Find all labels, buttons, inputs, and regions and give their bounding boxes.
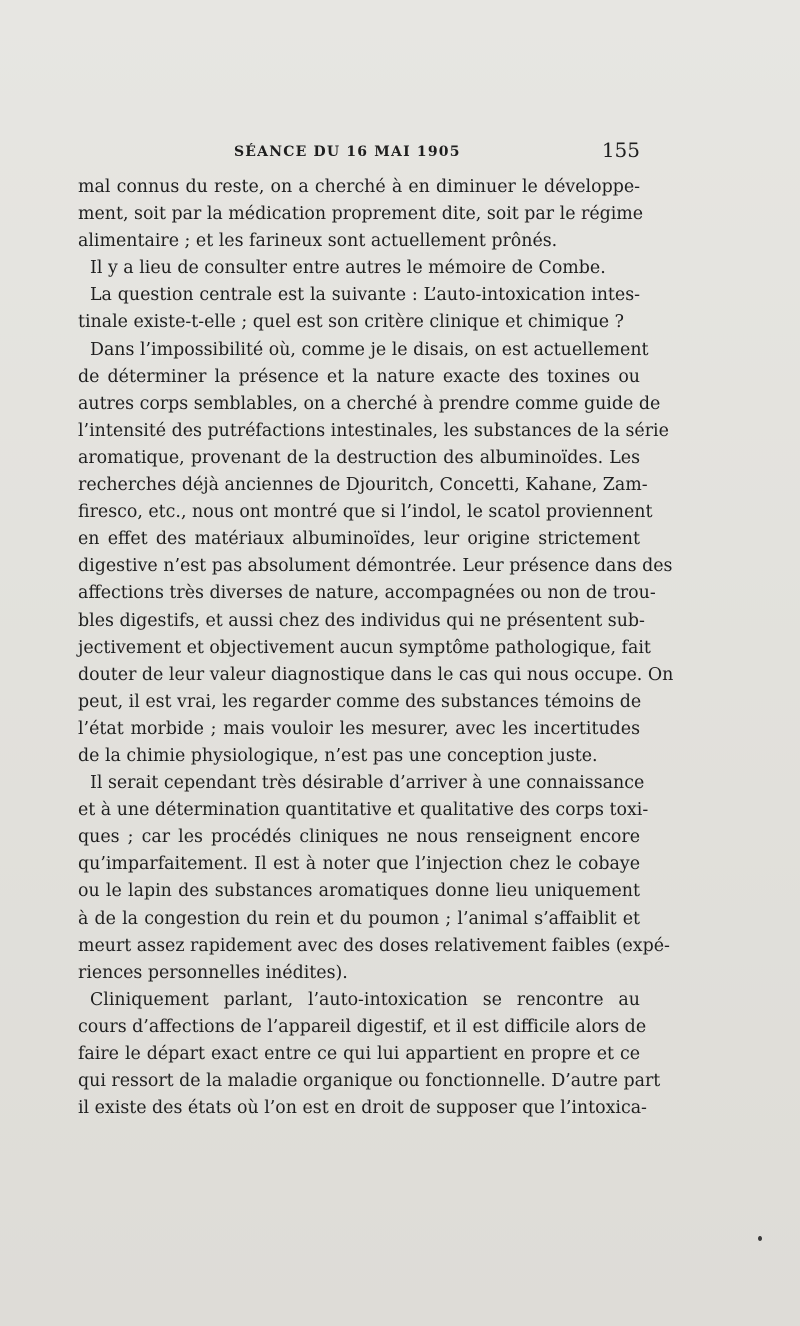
text-line: recherches déjà anciennes de Djouritch, Concetti, Kahane, Zam- — [78, 475, 648, 496]
text-line: l’état morbide ; mais vouloir les mesurer, avec les incertitudes — [78, 718, 640, 739]
text-line: riences personnelles inédites). — [78, 962, 348, 983]
text-line: à de la congestion du rein et du poumon ; l’animal s’affaiblit et — [78, 908, 640, 929]
text-line: La question centrale est la suivante : L’auto-intoxication intes- — [90, 285, 640, 306]
text-line: tinale existe-t-elle ; quel est son critère clinique et chimique ? — [78, 312, 624, 333]
text-line: firesco, etc., nous ont montré que si l’indol, le scatol proviennent — [78, 502, 653, 523]
text-line: il existe des états où l’on est en droit de supposer que l’intoxica- — [78, 1098, 647, 1119]
text-line: faire le départ exact entre ce qui lui appartient en propre et ce — [78, 1044, 640, 1064]
text-line: bles digestifs, et aussi chez des individus qui ne présentent sub- — [78, 610, 645, 631]
text-line: ques ; car les procédés cliniques ne nous renseignent encore — [78, 827, 640, 848]
text-line: Il y a lieu de consulter entre autres le mémoire de Combe. — [90, 258, 606, 279]
text-line: qu’imparfaitement. Il est à noter que l’injection chez le cobaye — [78, 854, 640, 875]
body-text — [78, 174, 674, 1122]
text-line: en effet des matériaux albuminoïdes, leur origine strictement — [78, 529, 640, 550]
text-line: peut, il est vrai, les regarder comme des substances témoins de — [78, 691, 642, 712]
text-line: autres corps semblables, on a cherché à prendre comme guide de — [78, 393, 661, 414]
text-line: digestive n’est pas absolument démontrée. Leur présence dans des — [78, 556, 673, 577]
text-line: Cliniquement parlant, l’auto-intoxication se rencontre au — [90, 989, 640, 1010]
text-line: Il serait cependant très désirable d’arriver à une connaissance — [90, 773, 645, 794]
text-line: douter de leur valeur diagnostique dans le cas qui nous occupe. On — [78, 664, 674, 685]
text-line: de la chimie physiologique, n’est pas une conception juste. — [78, 745, 598, 766]
running-header — [78, 138, 648, 168]
text-line: mal connus du reste, on a cherché à en diminuer le développe- — [78, 177, 640, 197]
page-number: 155 — [601, 138, 640, 162]
text-line: cours d’affections de l’appareil digestif, et il est difficile alors de — [78, 1016, 647, 1037]
text-line: de déterminer la présence et la nature exacte des toxines ou — [78, 366, 640, 387]
text-line: aromatique, provenant de la destruction des albuminoïdes. Les — [78, 447, 640, 468]
text-line: ment, soit par la médication proprement dite, soit par le régime — [78, 204, 644, 225]
text-line: et à une détermination quantitative et qualitative des corps toxi- — [78, 800, 649, 821]
text-line: alimentaire ; et les farineux sont actuellement prônés. — [78, 231, 558, 252]
text-line: meurt assez rapidement avec des doses relativement faibles (expé- — [78, 935, 670, 956]
text-line: ou le lapin des substances aromatiques donne lieu uniquement — [78, 881, 640, 902]
text-line: qui ressort de la maladie organique ou fonctionnelle. D’autre part — [78, 1071, 661, 1092]
text-line: affections très diverses de nature, accompagnées ou non de trou- — [78, 583, 656, 604]
text-line: l’intensité des putréfactions intestinales, les substances de la série — [78, 420, 669, 441]
running-title: SÉANCE DU 16 MAI 1905 — [234, 144, 461, 160]
text-line: jectivement et objectivement aucun symptôme pathologique, fait — [78, 637, 651, 658]
paper-speck — [758, 1236, 762, 1241]
text-line: Dans l’impossibilité où, comme je le disais, on est actuellement — [90, 339, 649, 360]
